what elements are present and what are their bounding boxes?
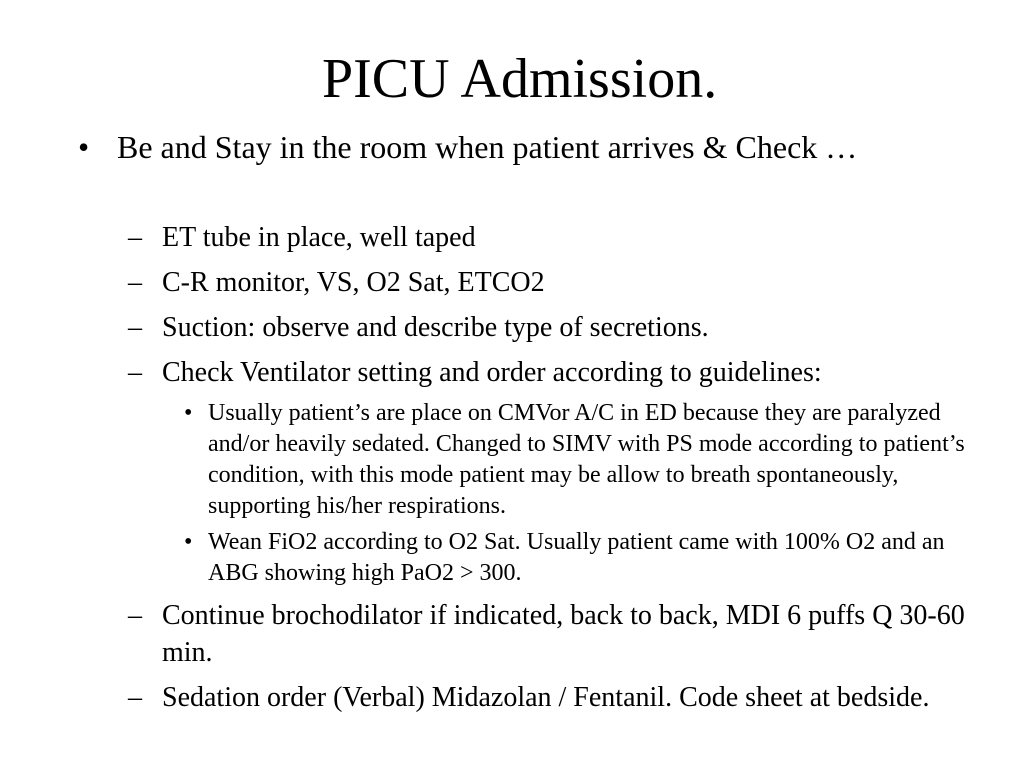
bullet-item bbox=[78, 126, 908, 168]
sub-item bbox=[128, 264, 968, 301]
sub-item-text: Check Ventilator setting and order according to guidelines: bbox=[162, 357, 822, 388]
sub-item bbox=[128, 354, 968, 391]
dash-marker: – bbox=[128, 222, 142, 253]
bullet-marker: • bbox=[184, 529, 193, 555]
sub-sub-item bbox=[184, 398, 974, 522]
sub-sub-item bbox=[184, 527, 974, 589]
sub-sub-item-text: Wean FiO2 according to O2 Sat. Usually patient came with 100% O2 and an ABG showing high PaO2 > 300. bbox=[208, 529, 945, 586]
sub-item-text: Sedation order (Verbal) Midazolan / Fentanil. Code sheet at bedside. bbox=[162, 682, 930, 713]
sub-sub-item-text: Usually patient’s are place on CMVor A/C in ED because they are paralyzed and/or heavily sedated. Changed to SIMV with PS mode according to patient’s condition, with this mode patient may be allow to breath spontaneously, supporting his/her respirations. bbox=[208, 400, 965, 519]
sub-item bbox=[128, 679, 968, 716]
dash-marker: – bbox=[128, 312, 142, 343]
bullet-marker: • bbox=[78, 129, 90, 165]
dash-marker: – bbox=[128, 600, 142, 631]
bullet-text: Be and Stay in the room when patient arrives & Check … bbox=[117, 129, 858, 165]
bullet-marker: • bbox=[184, 400, 193, 426]
sub-item-text: Suction: observe and describe type of secretions. bbox=[162, 312, 709, 343]
slide-title: PICU Admission. bbox=[322, 48, 718, 110]
sub-item bbox=[128, 597, 968, 671]
sub-item-text: ET tube in place, well taped bbox=[162, 222, 476, 253]
dash-marker: – bbox=[128, 682, 142, 713]
sub-item-text: Continue brochodilator if indicated, back to back, MDI 6 puffs Q 30-60 min. bbox=[162, 600, 965, 668]
sub-item bbox=[128, 309, 968, 346]
sub-item bbox=[128, 219, 968, 256]
sub-item-text: C-R monitor, VS, O2 Sat, ETCO2 bbox=[162, 267, 545, 298]
dash-marker: – bbox=[128, 267, 142, 298]
dash-marker: – bbox=[128, 357, 142, 388]
